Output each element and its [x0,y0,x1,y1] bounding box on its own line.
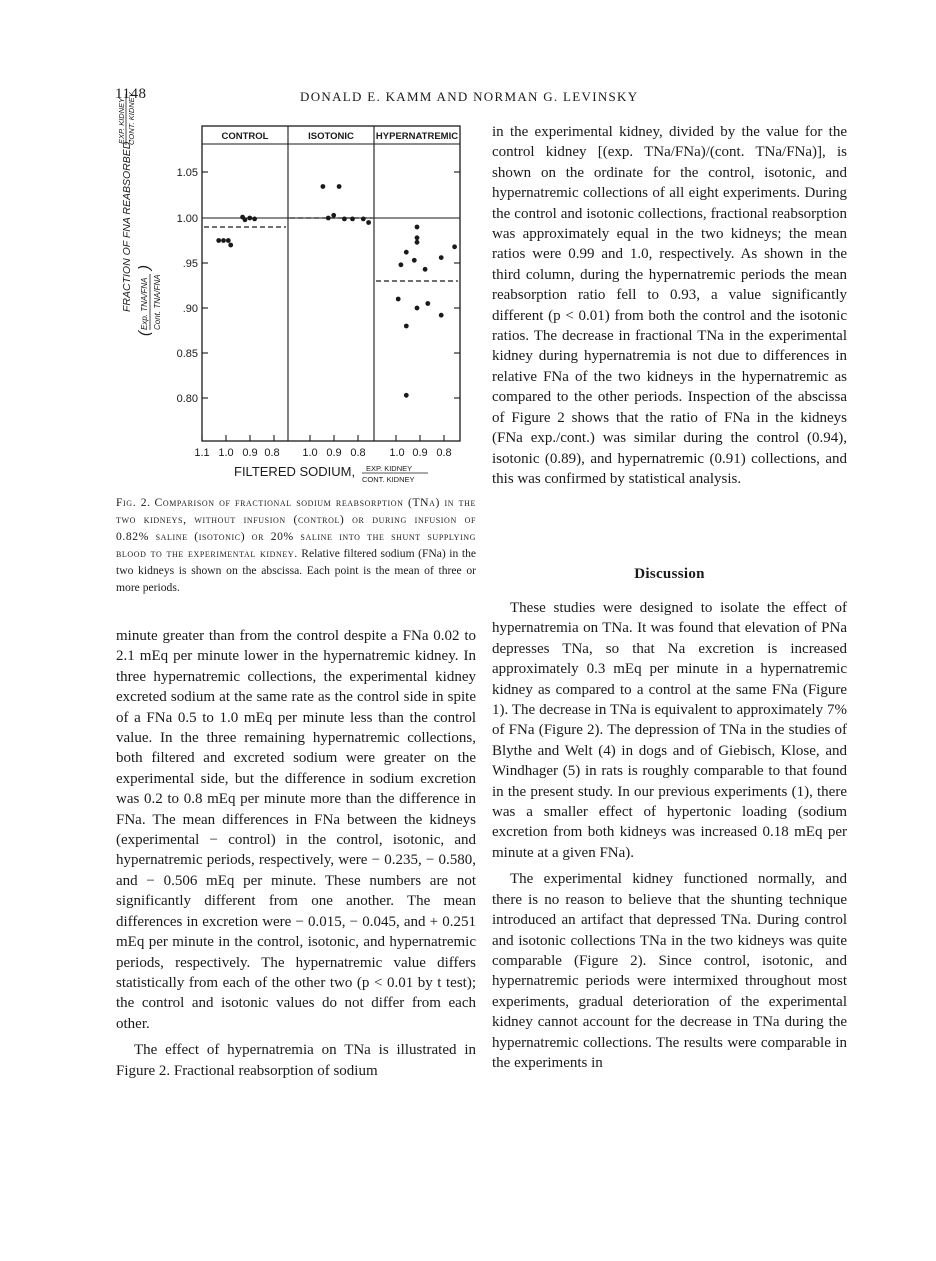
paragraph: The experimental kidney functioned normally, and there is no reason to believe that the shunting technique introduced an artifact that depressed TNa. During control and isotonic collections TNa in the two kidneys was quite comparable (Figure 2). Since control, isotonic, and hypernatremic periods were intermixed throughout most experiments, gradual deterioration of the experimental kidney cannot account for the decrease in TNa during the hypernatremic collections. The results were comparable in the experiments in [492,871,847,1071]
data-point [404,393,409,398]
y-tick-label: 0.85 [176,348,198,360]
data-point [452,244,457,249]
y-axis-paren-close: ) [136,265,153,270]
paragraph: minute greater than from the control despite a FNa 0.02 to 2.1 mEq per minute lower in the hypernatremic kidney. In three hypernatremic collections, the experimental kidney excreted sodium at the same rate as the control side in spite of a FNa 0.5 to 1.0 mEq per minute less than the control value. In the three remaining hypernatremic collections, both filtered and excreted sodium were greater on the experimental side, but the difference in sodium excretion was 0.2 to 0.8 mEq per minute more than the difference in FNa. The mean differences in FNa between the kidneys (experimental − control) in the control, isotonic, and hypernatremic periods, respectively, were − 0.235, − 0.580, and − 0.506 mEq per minute. These numbers are not significantly different from one another. The mean differences in excretion were − 0.015, − 0.045, and + 0.251 mEq per minute in the control, isotonic, and hypernatremic periods, respectively. The hypernatremic value differs statistically from each of the other two (p < 0.01 by t test); the control and isotonic values do not differ from each other. [116,628,476,1032]
data-point [326,216,331,221]
panel-title-hypernatremic: HYPERNATREMIC [375,131,459,142]
running-head: DONALD E. KAMM AND NORMAN G. LEVINSKY [300,89,639,104]
y-tick-label: 1.00 [176,213,198,225]
data-point [415,306,420,311]
data-point [396,297,401,302]
x-axis-ratio-top: EXP. KIDNEY [366,464,413,473]
y-axis-label: FRACTION OF FNA REABSORBED, [121,138,133,312]
data-point [321,184,326,189]
x-tick-label: 0.8 [264,447,280,459]
x-tick-label: 0.9 [412,447,428,459]
data-point [216,238,221,243]
data-point [399,262,404,267]
y-tick-label: 0.80 [176,393,198,405]
data-point [439,313,444,318]
x-tick-label: 1.0 [389,447,405,459]
data-point [415,235,420,240]
x-tick-label: 0.9 [326,447,342,459]
y-axis-ratio-bottom: CONT. KIDNEY [127,92,136,145]
y-axis-sub-bottom: Cont. TNA/FNA [153,274,162,330]
x-tick-label: 1.0 [218,447,234,459]
y-tick-label: .90 [182,303,198,315]
chart-marks [204,184,458,398]
data-point [350,217,355,222]
x-tick-label: 0.8 [436,447,452,459]
y-axis-sub-top: Exp. TNA/FNA [140,277,149,330]
right-column-bottom [492,598,847,1073]
paragraph: in the experimental kidney, divided by the value for the control kidney [(exp. TNa/FNa)/(cont. TNa/FNa)], is shown on the ordinate for the control, isotonic, and hypernatremic collections of all eight experiments. During the control and isotonic collections, fractional reabsorption was approximately equal in the two kidneys; the mean ratios were 0.99 and 1.0, respectively. As shown in the third column, during the hypernatremic periods the mean reabsorption ratio fell to 0.93, a value significantly different (p < 0.01) from both the control and the isotonic ratios. The decrease in fractional TNa in the experimental kidney during hypernatremia is not due to differences in relative FNa of the two kidneys in the hypernatremic as compared to the other periods. Inspection of the abscissa of Figure 2 shows that the ratio of FNa in the kidneys (FNa exp./cont.) was similar during the control (0.94), isotonic (0.89), and hypernatremic (0.91) collections, and this was confirmed by statistical analysis. [492,124,847,487]
caption-regular-text: Relative filtered sodium (FNa) in the two kidneys is shown on the abscissa. Each point is the mean of three or more periods. [116,547,477,594]
paragraph: The effect of hypernatremia on TNa is illustrated in Figure 2. Fractional reabsorption of sodium [116,1042,476,1079]
data-point [228,243,233,248]
y-tick-label: .95 [182,258,198,270]
x-tick-label: 1.0 [302,447,318,459]
x-tick-label: 0.9 [242,447,258,459]
data-point [337,184,342,189]
right-column-top [492,122,847,489]
y-axis-paren-open: ( [136,331,153,336]
panel-title-isotonic: ISOTONIC [308,131,354,142]
y-tick-label: 1.05 [176,167,198,179]
plot-frame [202,126,460,441]
data-point [415,240,420,245]
caption-smallcaps-text: Comparison of fractional sodium reabsorption (TNa) in the two kidneys, without infusion (control) or during infusion of 0.82% saline (isotonic) or 20% saline into the shunt supplying blood to the experimental kidney. [116,496,476,560]
x-axis-label: FILTERED SODIUM, [234,464,356,479]
data-point [226,238,231,243]
data-point [423,267,428,272]
data-point [221,238,226,243]
paragraph: These studies were designed to isolate the effect of hypernatremia on TNa. It was found that elevation of PNa depresses TNa, so that Na excretion is increased approximately 0.3 mEq per minute in a hypernatremic kidney as compared to a control at the same FNa (Figure 1). The decrease in TNa is equivalent to approximately 7% of FNa (Figure 2). The depression of TNa in the studies of Blythe and Welt (4) in dogs and of Giebisch, Klose, and Windhager (5) in rats is roughly comparable to that found in the present study. In our previous experiments (1), there was a smaller effect of hypertonic loading (sodium excretion from both kidneys was increased 0.18 mEq per minute at a given FNa). [492,600,847,861]
data-point [412,258,417,263]
left-column [116,626,476,1081]
data-point [404,324,409,329]
data-point [247,216,252,221]
data-point [404,250,409,255]
data-point [252,217,257,222]
page-number: 1148 [115,86,147,102]
data-point [439,255,444,260]
x-tick-label: 1.1 [194,447,210,459]
data-point [425,301,430,306]
data-point [361,217,366,222]
x-tick-label: 0.8 [350,447,366,459]
data-point [342,217,347,222]
panel-title-control: CONTROL [221,131,269,142]
caption-label: Fig. 2. [116,496,151,509]
x-axis-ratio-bottom: CONT. KIDNEY [362,475,415,484]
section-heading-discussion: Discussion [634,566,705,582]
data-point [240,215,245,220]
data-point [415,225,420,230]
data-point [331,213,336,218]
figure-caption [116,494,476,596]
y-axis-ratio-top: EXP. KIDNEY [117,97,126,144]
data-point [366,220,371,225]
